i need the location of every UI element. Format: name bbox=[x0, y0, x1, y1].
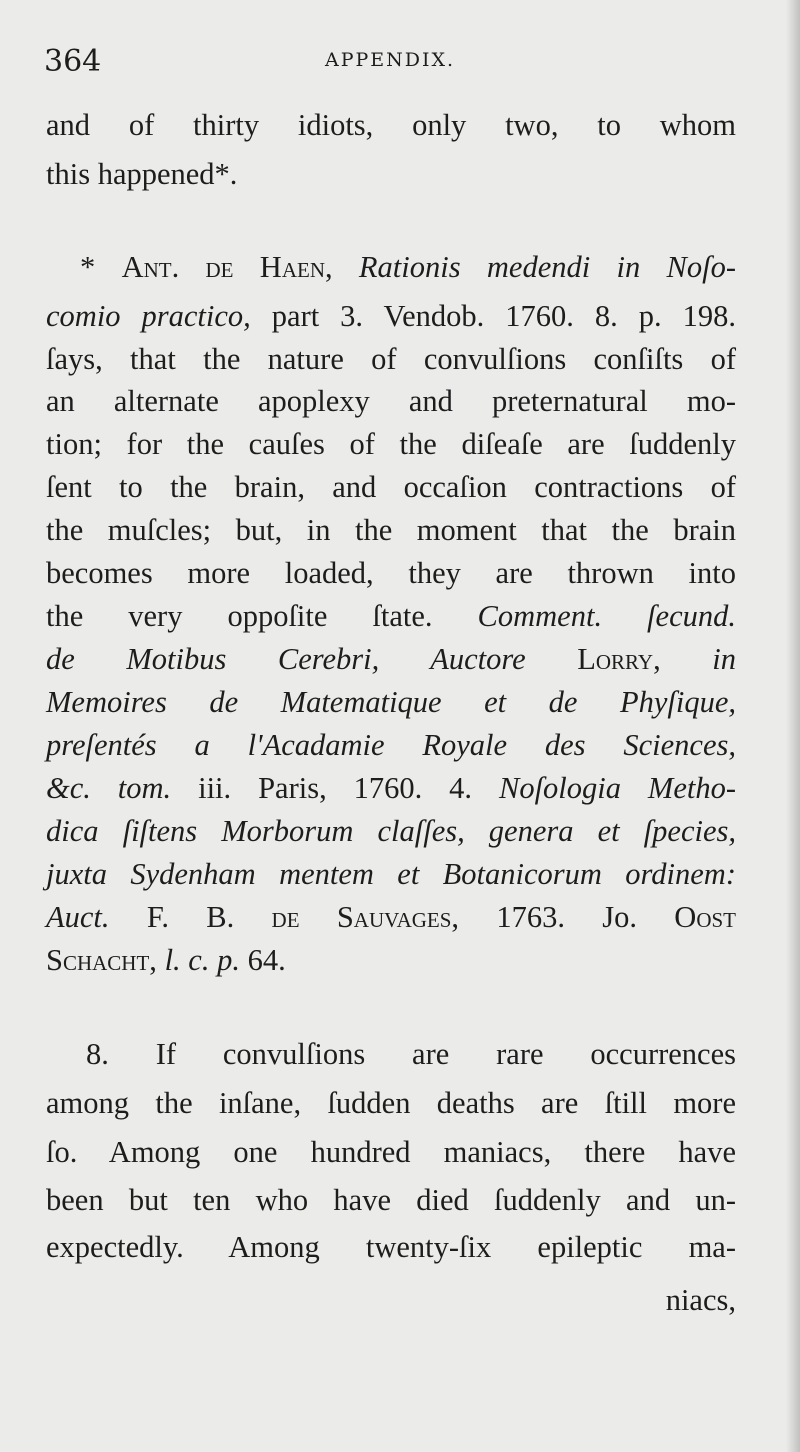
text-segment: ſent to the brain, and occaſion contractions of bbox=[46, 470, 736, 504]
text-segment: juxta Sydenham mentem et Botanicorum ordinem: bbox=[46, 857, 736, 891]
footnote-line-17 bbox=[46, 941, 736, 979]
text-segment: de Motibus Cerebri, Auctore bbox=[46, 642, 578, 676]
text-segment: Oost bbox=[674, 900, 736, 934]
footnote-line-6 bbox=[46, 468, 736, 506]
footnote-line-11 bbox=[46, 683, 736, 721]
text-segment: iii. Paris, 1760. 4. bbox=[171, 771, 499, 805]
text-segment: an alternate apoplexy and preternatural mo- bbox=[46, 384, 736, 418]
text-segment: expectedly. Among twenty-ſix epileptic ma- bbox=[46, 1230, 736, 1264]
text-segment: preſentés a l'Acadamie Royale des Sciences, bbox=[46, 728, 736, 762]
footnote-line-2 bbox=[46, 297, 736, 335]
text-segment: niacs, bbox=[665, 1283, 736, 1317]
text-segment bbox=[157, 943, 165, 977]
text-segment: and of thirty idiots, only two, to whom bbox=[46, 108, 736, 142]
text-segment: becomes more loaded, they are thrown into bbox=[46, 556, 736, 590]
footnote-line-4 bbox=[46, 382, 736, 420]
text-segment: dica ſiſtens Morborum claſſes, genera et ſpecies, bbox=[46, 814, 736, 848]
text-segment: 8. If convulſions are rare occurrences bbox=[86, 1037, 736, 1071]
paragraph-line-1 bbox=[46, 1035, 736, 1073]
text-segment: 64. bbox=[239, 943, 286, 977]
paragraph-line-3 bbox=[46, 1133, 736, 1171]
text-segment: Noſologia Metho- bbox=[498, 771, 736, 805]
footnote-line-14 bbox=[46, 812, 736, 850]
text-segment: &c. tom. bbox=[46, 771, 172, 805]
paragraph-line-2 bbox=[46, 1084, 736, 1122]
text-segment: part 3. Vendob. 1760. 8. p. 198. bbox=[250, 299, 736, 333]
text-segment: Memoires de Matematique et de Phyſique, bbox=[46, 685, 736, 719]
text-segment: tion; for the cauſes of the diſeaſe are ſuddenly bbox=[46, 427, 736, 461]
footnote-line-3 bbox=[46, 340, 736, 378]
footnote-line-5 bbox=[46, 425, 736, 463]
text-segment: Schacht, bbox=[46, 943, 157, 977]
text-segment: ſays, that the nature of convulſions conſiſts of bbox=[46, 342, 736, 376]
footnote-line-8 bbox=[46, 554, 736, 592]
text-segment: 1763. Jo. bbox=[459, 900, 675, 934]
footnote-line-10 bbox=[46, 640, 736, 678]
text-segment: Auct. bbox=[46, 900, 110, 934]
text-segment: ſo. Among one hundred maniacs, there have bbox=[46, 1135, 736, 1169]
paragraph-line-5 bbox=[46, 1228, 736, 1266]
text-segment: * bbox=[80, 250, 122, 284]
footnote-line-7 bbox=[46, 511, 736, 549]
running-head: APPENDIX. bbox=[325, 49, 456, 71]
text-segment: the very oppoſite ſtate. bbox=[46, 599, 478, 633]
text-segment: comio practico, bbox=[46, 299, 251, 333]
footnote-line-16 bbox=[46, 898, 736, 936]
page-edge-shadow bbox=[786, 0, 800, 1452]
text-segment: Ant. de Haen, bbox=[121, 250, 333, 284]
text-segment: F. B. bbox=[109, 900, 272, 934]
catchword bbox=[46, 1281, 736, 1319]
text-segment: Lorry, bbox=[577, 642, 661, 676]
text-segment bbox=[333, 250, 359, 284]
text-segment: Comment. ſecund. bbox=[477, 599, 736, 633]
text-segment: l. c. p. bbox=[164, 943, 240, 977]
text-segment: Rationis medendi in Noſo- bbox=[358, 250, 737, 284]
text-line-1 bbox=[46, 106, 736, 144]
footnote-line-13 bbox=[46, 769, 736, 807]
footnote-line-1 bbox=[46, 248, 736, 286]
text-line-2 bbox=[46, 155, 736, 193]
paragraph-line-4 bbox=[46, 1181, 736, 1219]
text-segment: de Sauvages, bbox=[271, 900, 460, 934]
footnote-line-15 bbox=[46, 855, 736, 893]
page-number: 364 bbox=[44, 44, 102, 79]
text-segment: in bbox=[660, 642, 736, 676]
footnote-line-12 bbox=[46, 726, 736, 764]
footnote-line-9 bbox=[46, 597, 736, 635]
text-segment: this happened*. bbox=[46, 157, 238, 191]
text-segment: among the inſane, ſudden deaths are ſtill more bbox=[46, 1086, 736, 1120]
text-segment: the muſcles; but, in the moment that the brain bbox=[46, 513, 736, 547]
text-segment: been but ten who have died ſuddenly and un- bbox=[46, 1183, 736, 1217]
